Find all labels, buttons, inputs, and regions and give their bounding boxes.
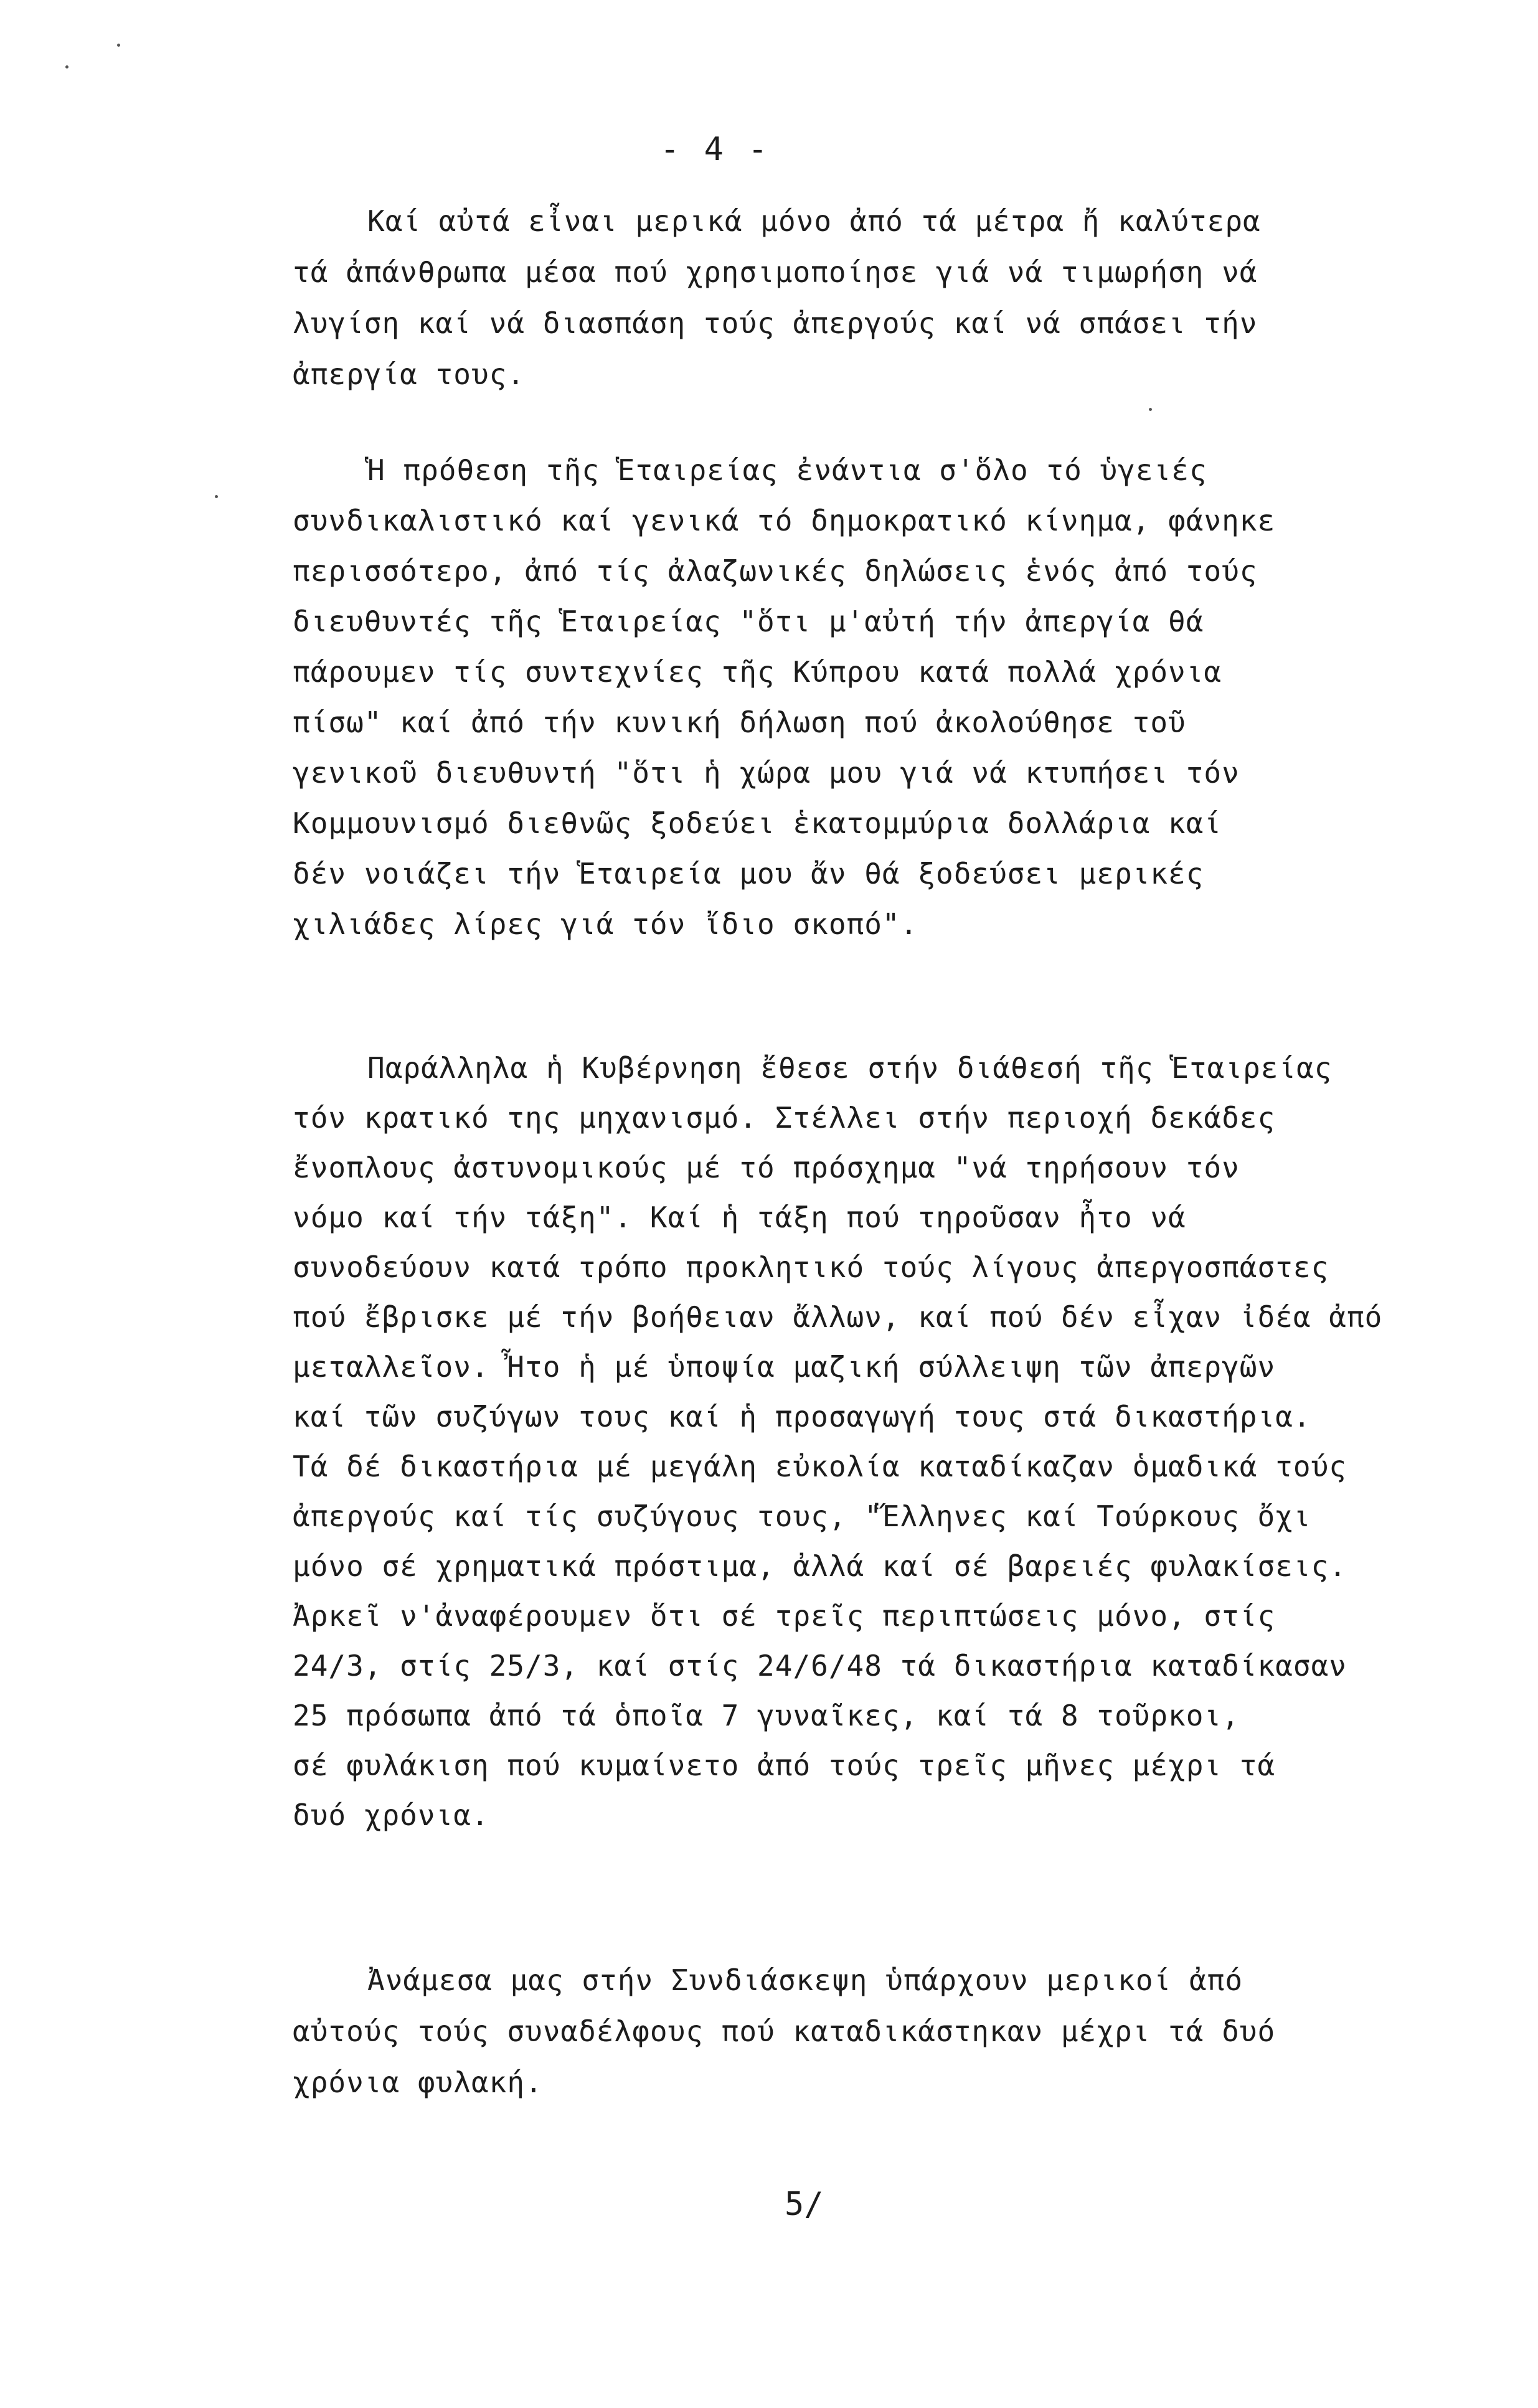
text-line: δέν νοιάζει τήν Ἑταιρεία μου ἄν θά ξοδεύσει μερικές [293,857,1204,890]
text-line: ἀπεργούς καί τίς συζύγους τους, "Ἕλληνες καί Τούρκους ὄχι [293,1499,1311,1533]
text-line: διευθυντές τῆς Ἑταιρείας "ὅτι μ'αὐτή τήν ἀπεργία θά [293,605,1204,638]
text-line: πού ἔβρισκε μέ τήν βοήθειαν ἄλλων, καί πού δέν εἶχαν ἰδέα ἀπό [293,1300,1383,1334]
text-line: καί τῶν συζύγων τους καί ἡ προσαγωγή τους στά δικαστήρια. [293,1400,1311,1433]
text-line: νόμο καί τήν τάξη". Καί ἡ τάξη πού τηροῦσαν ἦτο νά [293,1201,1186,1234]
text-line: σέ φυλάκιση πού κυμαίνετο ἀπό τούς τρεῖς μῆνες μέχρι τά [293,1749,1276,1782]
text-line: συνοδεύουν κατά τρόπο προκλητικό τούς λίγους ἀπεργοσπάστες [293,1250,1329,1284]
text-line: 24/3, στίς 25/3, καί στίς 24/6/48 τά δικαστήρια καταδίκασαν [293,1649,1347,1683]
text-line: χρόνια φυλακή. [293,2066,543,2099]
text-line: τά ἀπάνθρωπα μέσα πού χρησιμοποίησε γιά νά τιμωρήση νά [293,255,1258,289]
text-line: μόνο σέ χρηματικά πρόστιμα, ἀλλά καί σέ βαρειές φυλακίσεις. [293,1549,1347,1583]
continuation-mark: 5/ [785,2186,824,2223]
text-line: μεταλλεῖον. Ἦτο ἡ μέ ὑποψία μαζική σύλλειψη τῶν ἀπεργῶν [293,1350,1276,1384]
text-line: δυό χρόνια. [293,1798,489,1832]
text-line: Καί αὐτά εἶναι μερικά μόνο ἀπό τά μέτρα ἤ καλύτερα [367,204,1261,238]
text-line: συνδικαλιστικό καί γενικά τό δημοκρατικό κίνημα, φάνηκε [293,504,1276,537]
text-line: 25 πρόσωπα ἀπό τά ὁποῖα 7 γυναῖκες, καί τά 8 τοῦρκοι, [293,1699,1240,1732]
scan-speck [117,44,120,47]
text-line: ἔνοπλους ἀστυνομικούς μέ τό πρόσχημα "νά τηρήσουν τόν [293,1151,1240,1184]
page-number: - 4 - [660,131,770,168]
text-line: γενικοῦ διευθυντή "ὅτι ἡ χώρα μου γιά νά κτυπήσει τόν [293,756,1240,790]
text-line: περισσότερο, ἀπό τίς ἀλαζωνικές δηλώσεις ἑνός ἀπό τούς [293,554,1258,588]
text-line: Τά δέ δικαστήρια μέ μεγάλη εὐκολία καταδίκαζαν ὁμαδικά τούς [293,1450,1347,1483]
text-line: Ἀνάμεσα μας στήν Συνδιάσκεψη ὑπάρχουν μερικοί ἀπό [367,1963,1243,1997]
text-line: Ἀρκεῖ ν'ἀναφέρουμεν ὅτι σέ τρεῖς περιπτώσεις μόνο, στίς [293,1599,1276,1633]
scan-speck [1149,408,1152,411]
text-line: Παράλληλα ἡ Κυβέρνηση ἔθεσε στήν διάθεσή τῆς Ἑταιρείας [367,1051,1333,1085]
scan-speck [65,65,68,68]
text-line: πάρουμεν τίς συντεχνίες τῆς Κύπρου κατά πολλά χρόνια [293,655,1222,689]
text-line: χιλιάδες λίρες γιά τόν ἴδιο σκοπό". [293,907,918,941]
text-line: Κομμουνισμό διεθνῶς ξοδεύει ἑκατομμύρια δολλάρια καί [293,806,1222,840]
text-line: Ἡ πρόθεση τῆς Ἑταιρείας ἐνάντια σ'ὅλο τό ὑγειές [367,453,1207,487]
text-line: ἀπεργία τους. [293,357,526,391]
text-line: πίσω" καί ἀπό τήν κυνική δήλωση πού ἀκολούθησε τοῦ [293,706,1186,739]
text-line: αὐτούς τούς συναδέλφους πού καταδικάστηκαν μέχρι τά δυό [293,2014,1276,2048]
scan-speck [215,495,218,498]
text-line: λυγίση καί νά διασπάση τούς ἀπεργούς καί νά σπάσει τήν [293,306,1258,340]
text-line: τόν κρατικό της μηχανισμό. Στέλλει στήν περιοχή δεκάδες [293,1101,1276,1135]
